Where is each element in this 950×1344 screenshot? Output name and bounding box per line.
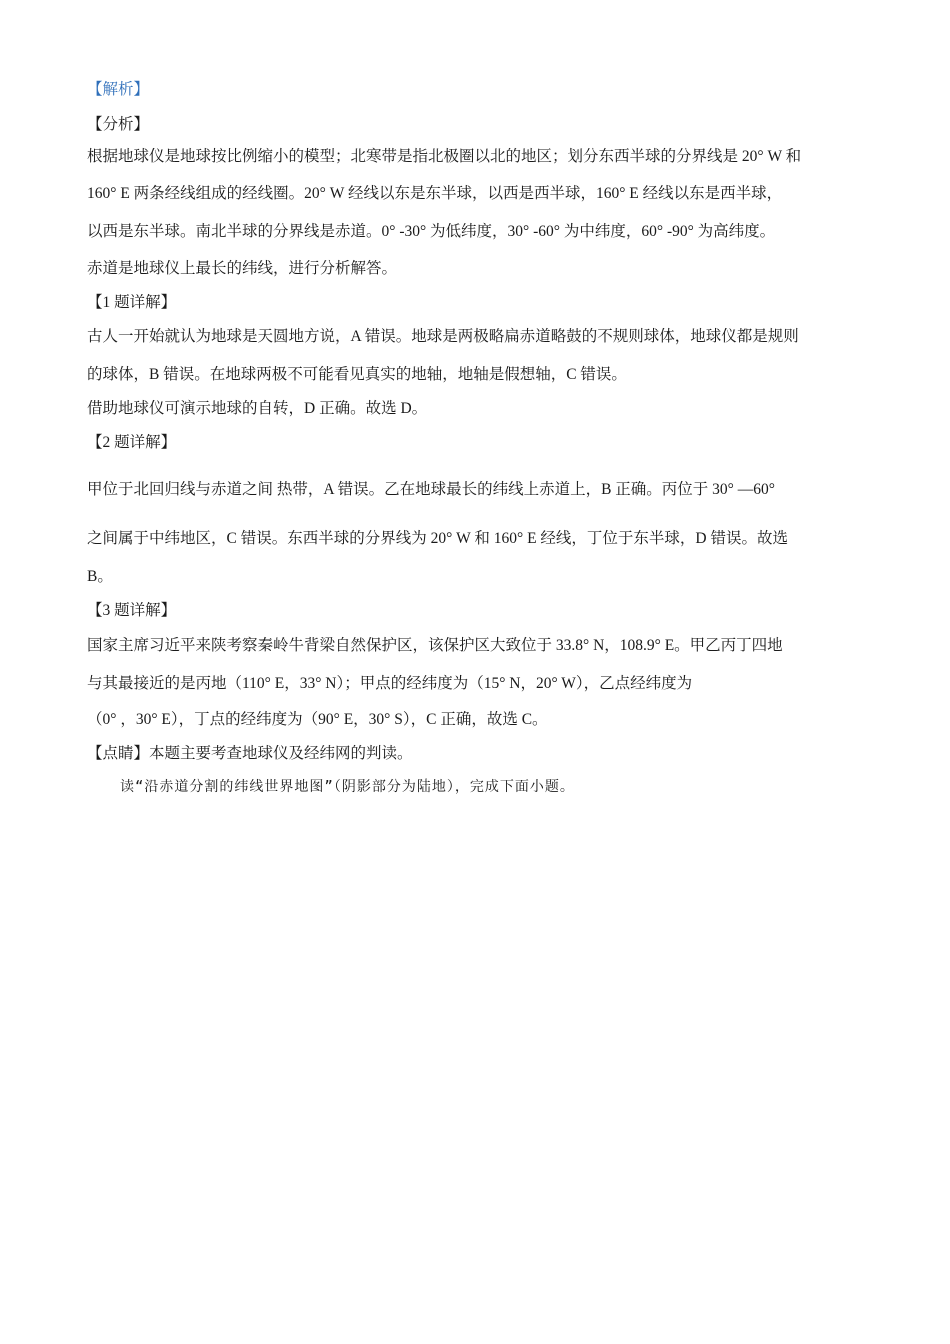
q1-heading: 【1 题详解】 xyxy=(87,294,177,311)
analysis-line-1: 根据地球仪是地球按比例缩小的模型；北寒带是指北极圈以北的地区；划分东西半球的分界线是 20° W 和 xyxy=(87,148,802,165)
q2-line-2: 之间属于中纬地区，C 错误。东西半球的分界线为 20° W 和 160° E 经线，丁位于东半球，D 错误。故选 xyxy=(87,530,788,547)
analysis-heading: 【分析】 xyxy=(87,116,150,133)
q3-line-3: （0° ，30° E），丁点的经纬度为（90° E，30° S），C 正确，故选 C。 xyxy=(87,711,548,728)
q3-heading: 【3 题详解】 xyxy=(87,602,177,619)
q2-line-1: 甲位于北回归线与赤道之间 热带，A 错误。乙在地球最长的纬线上赤道上，B 正确。丙位于 30° —60° xyxy=(87,481,775,498)
next-question-prompt: 读“沿赤道分割的纬线世界地图”（阴影部分为陆地），完成下面小题。 xyxy=(120,779,575,795)
analysis-line-3: 以西是东半球。南北半球的分界线是赤道。0° -30° 为低纬度，30° -60° 为中纬度，60° -90° 为高纬度。 xyxy=(87,223,776,240)
comment-line: 【点睛】本题主要考查地球仪及经纬网的判读。 xyxy=(87,745,413,762)
q2-line-3: B。 xyxy=(87,568,113,585)
q3-line-1: 国家主席习近平来陕考察秦岭牛背梁自然保护区，该保护区大致位于 33.8° N，108.9° E。甲乙丙丁四地 xyxy=(87,637,783,654)
analysis-line-2: 160° E 两条经线组成的经线圈。20° W 经线以东是东半球，以西是西半球，160° E 经线以东是西半球， xyxy=(87,185,783,202)
q1-line-1: 古人一开始就认为地球是天圆地方说，A 错误。地球是两极略扁赤道略鼓的不规则球体，地球仪都是规则 xyxy=(87,328,799,345)
q1-line-3: 借助地球仪可演示地球的自转，D 正确。故选 D。 xyxy=(87,400,428,417)
q1-line-2: 的球体，B 错误。在地球两极不可能看见真实的地轴，地轴是假想轴，C 错误。 xyxy=(87,366,627,383)
q2-heading: 【2 题详解】 xyxy=(87,434,177,451)
section-header: 【解析】 xyxy=(87,81,150,98)
analysis-line-4: 赤道是地球仪上最长的纬线，进行分析解答。 xyxy=(87,260,398,277)
q3-line-2: 与其最接近的是丙地（110° E，33° N）；甲点的经纬度为（15° N，20° W），乙点经纬度为 xyxy=(87,675,693,692)
